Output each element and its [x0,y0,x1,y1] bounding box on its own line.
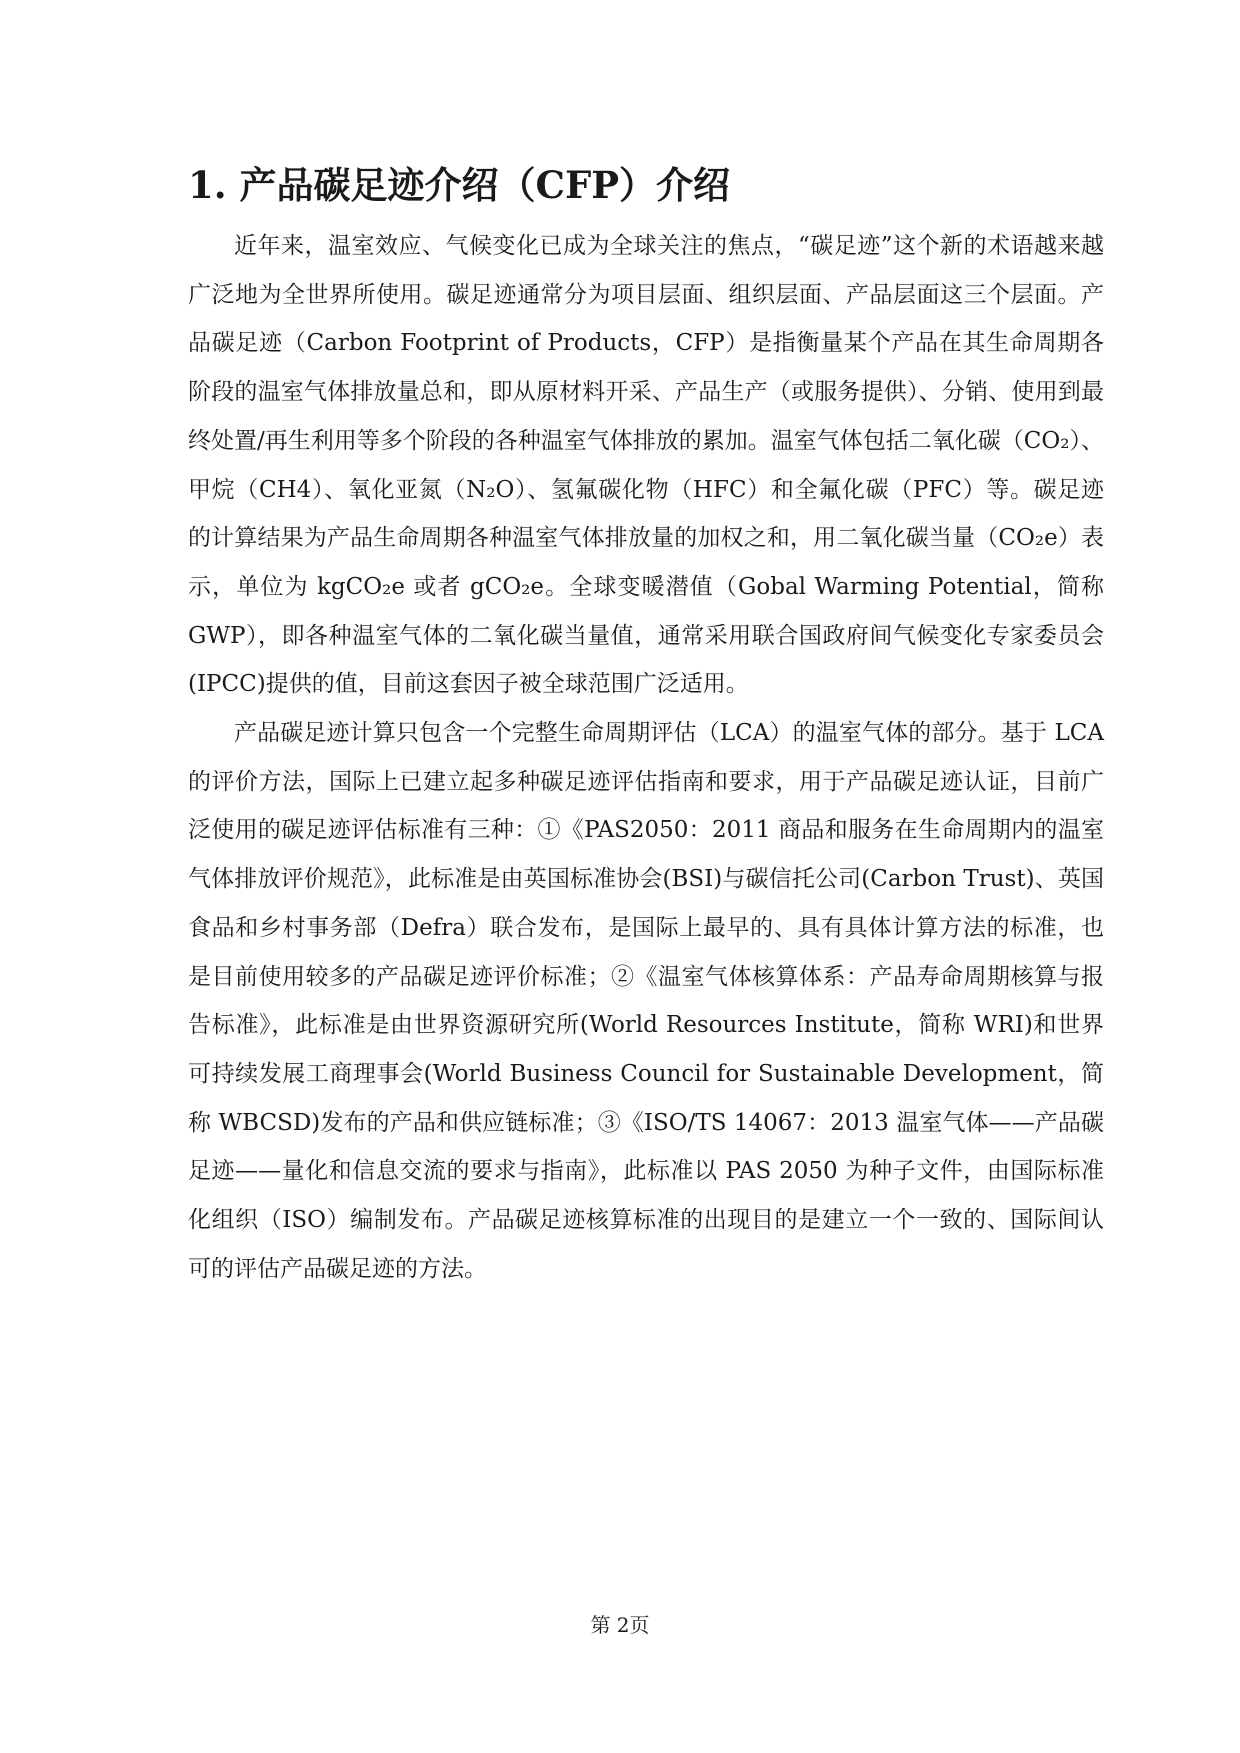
page-number: 第 2页 [590,1613,650,1637]
paragraph-1: 近年来，温室效应、气候变化已成为全球关注的焦点，“碳足迹”这个新的术语越来越广泛地为全世界所使用。碳足迹通常分为项目层面、组织层面、产品层面这三个层面。产品碳足迹（Carbon Footprint of Products，CFP）是指衡量某个产品在其生命周期各阶段的温室气体排放量总和，即从原材料开采、产品生产（或服务提供）、分销、使用到最终处置/再生利用等多个阶段的各种温室气体排放的累加。温室气体包括二氧化碳（CO₂）、甲烷（CH4）、氧化亚氮（N₂O）、氢氟碳化物（HFC）和全氟化碳（PFC）等。碳足迹的计算结果为产品生命周期各种温室气体排放量的加权之和，用二氧化碳当量（CO₂e）表示，单位为 kgCO₂e 或者 gCO₂e。全球变暖潜值（Gobal Warming Potential，简称 GWP），即各种温室气体的二氧化碳当量值，通常采用联合国政府间气候变化专家委员会(IPCC)提供的值，目前这套因子被全球范围广泛适用。 [188,233,1104,698]
body-text [188,222,1104,1293]
section-heading: 1. 产品碳足迹介绍（CFP）介绍 [188,163,731,207]
paragraph-2: 产品碳足迹计算只包含一个完整生命周期评估（LCA）的温室气体的部分。基于 LCA 的评价方法，国际上已建立起多种碳足迹评估指南和要求，用于产品碳足迹认证，目前广泛使用的碳足迹评估标准有三种：①《PAS2050：2011 商品和服务在生命周期内的温室气体排放评价规范》，此标准是由英国标准协会(BSI)与碳信托公司(Carbon Trust)、英国食品和乡村事务部（Defra）联合发布，是国际上最早的、具有具体计算方法的标准，也是目前使用较多的产品碳足迹评价标准；②《温室气体核算体系：产品寿命周期核算与报告标准》，此标准是由世界资源研究所(World Resources Institute，简称 WRI)和世界可持续发展工商理事会(World Business Council for Sustainable Development，简称 WBCSD)发布的产品和供应链标准；③《ISO/TS 14067：2013 温室气体——产品碳足迹——量化和信息交流的要求与指南》，此标准以 PAS 2050 为种子文件，由国际标准化组织（ISO）编制发布。产品碳足迹核算标准的出现目的是建立一个一致的、国际间认可的评估产品碳足迹的方法。 [188,720,1104,1282]
